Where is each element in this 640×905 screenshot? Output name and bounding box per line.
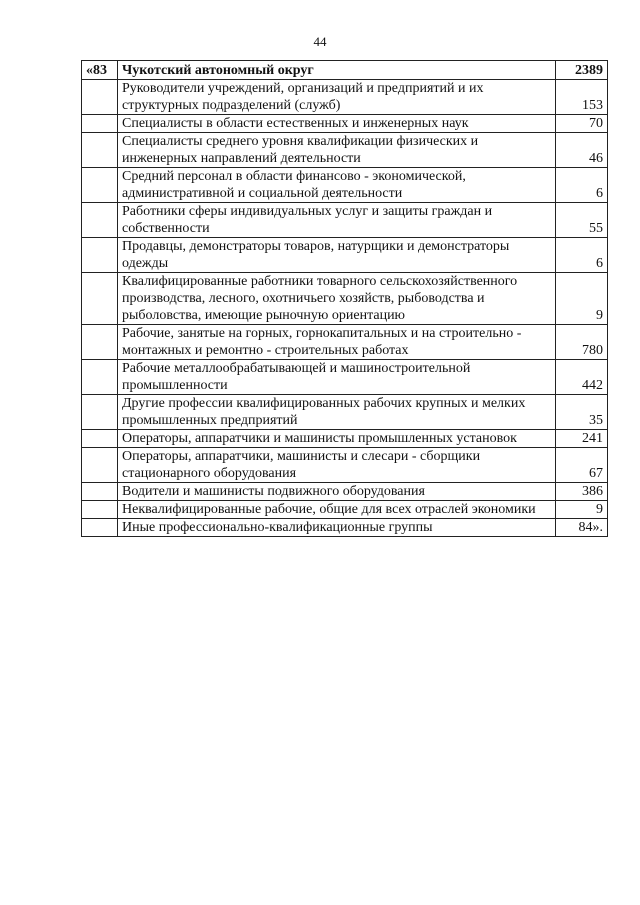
table-row <box>82 115 608 133</box>
empty-cell <box>82 501 118 519</box>
empty-cell <box>82 360 118 395</box>
table-row <box>82 448 608 483</box>
empty-cell <box>82 483 118 501</box>
empty-cell <box>82 133 118 168</box>
empty-cell <box>82 395 118 430</box>
occupation-name: Средний персонал в области финансово - экономической, административной и социальной деятельности <box>118 168 556 203</box>
occupation-name: Руководители учреждений, организаций и предприятий и их структурных подразделений (служб) <box>118 80 556 115</box>
region-total: 2389 <box>556 61 608 80</box>
empty-cell <box>82 168 118 203</box>
occupation-value: 70 <box>556 115 608 133</box>
occupation-value: 84». <box>556 519 608 537</box>
table-row <box>82 519 608 537</box>
table-row <box>82 203 608 238</box>
table-row <box>82 133 608 168</box>
table-row <box>82 483 608 501</box>
occupation-value: 153 <box>556 80 608 115</box>
occupation-name: Водители и машинисты подвижного оборудования <box>118 483 556 501</box>
occupation-value: 67 <box>556 448 608 483</box>
table-row <box>82 273 608 325</box>
occupation-name: Специалисты в области естественных и инженерных наук <box>118 115 556 133</box>
occupation-value: 9 <box>556 273 608 325</box>
table-row <box>82 325 608 360</box>
empty-cell <box>82 430 118 448</box>
occupation-value: 241 <box>556 430 608 448</box>
table-row <box>82 80 608 115</box>
occupation-value: 780 <box>556 325 608 360</box>
table-row <box>82 168 608 203</box>
occupation-name: Другие профессии квалифицированных рабочих крупных и мелких промышленных предприятий <box>118 395 556 430</box>
region-header-row <box>82 61 608 80</box>
occupation-name: Рабочие металлообрабатывающей и машиностроительной промышленности <box>118 360 556 395</box>
occupation-value: 442 <box>556 360 608 395</box>
occupation-name: Продавцы, демонстраторы товаров, натурщики и демонстраторы одежды <box>118 238 556 273</box>
empty-cell <box>82 238 118 273</box>
occupation-value: 9 <box>556 501 608 519</box>
table-row <box>82 430 608 448</box>
empty-cell <box>82 203 118 238</box>
table-row <box>82 501 608 519</box>
empty-cell <box>82 448 118 483</box>
occupation-value: 55 <box>556 203 608 238</box>
occupation-value: 35 <box>556 395 608 430</box>
occupation-name: Неквалифицированные рабочие, общие для всех отраслей экономики <box>118 501 556 519</box>
occupation-name: Иные профессионально-квалификационные группы <box>118 519 556 537</box>
occupation-name: Специалисты среднего уровня квалификации физических и инженерных направлений деятельности <box>118 133 556 168</box>
occupation-name: Работники сферы индивидуальных услуг и защиты граждан и собственности <box>118 203 556 238</box>
region-code: «83 <box>82 61 118 80</box>
occupation-name: Квалифицированные работники товарного сельскохозяйственного производства, лесного, охотничьего хозяйств, рыбоводства и рыболовства, имеющие рыночную ориентацию <box>118 273 556 325</box>
empty-cell <box>82 325 118 360</box>
occupation-value: 386 <box>556 483 608 501</box>
occupation-table <box>81 60 608 537</box>
occupation-name: Рабочие, занятые на горных, горнокапитальных и на строительно - монтажных и ремонтно - строительных работах <box>118 325 556 360</box>
table-row <box>82 238 608 273</box>
region-name: Чукотский автономный округ <box>118 61 556 80</box>
empty-cell <box>82 80 118 115</box>
occupation-value: 6 <box>556 168 608 203</box>
table-row <box>82 395 608 430</box>
occupation-value: 6 <box>556 238 608 273</box>
occupation-value: 46 <box>556 133 608 168</box>
empty-cell <box>82 273 118 325</box>
table-row <box>82 360 608 395</box>
empty-cell <box>82 519 118 537</box>
occupation-name: Операторы, аппаратчики и машинисты промышленных установок <box>118 430 556 448</box>
empty-cell <box>82 115 118 133</box>
occupation-name: Операторы, аппаратчики, машинисты и слесари - сборщики стационарного оборудования <box>118 448 556 483</box>
page-number: 44 <box>313 34 327 49</box>
